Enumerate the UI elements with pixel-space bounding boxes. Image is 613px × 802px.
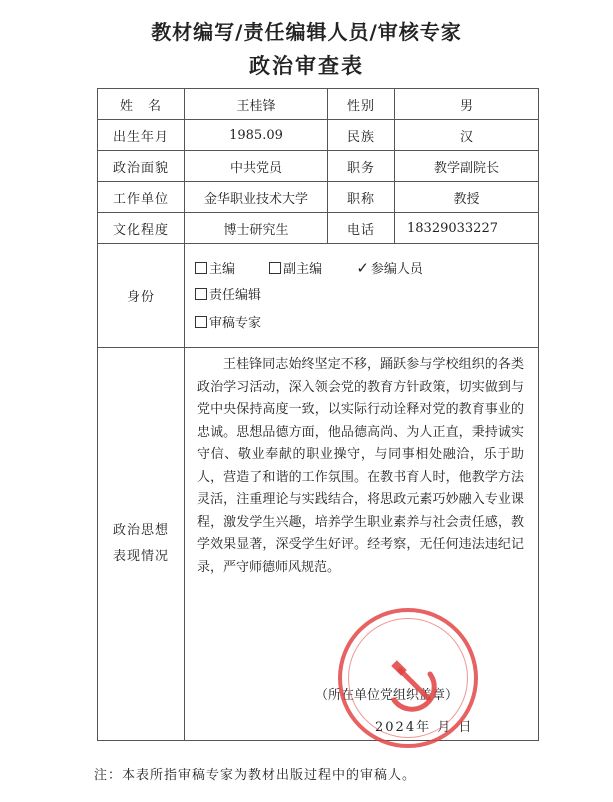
political-label: 政治面貌: [98, 151, 185, 182]
title-label: 职称: [328, 182, 395, 213]
identity-line-2: [185, 282, 538, 310]
checkmark-icon: ✓: [356, 258, 369, 277]
education-label: 文化程度: [98, 213, 185, 244]
identity-line-3: [185, 310, 538, 338]
name-row: [98, 89, 539, 120]
form-subtitle: 政治审查表: [249, 53, 364, 78]
option-label: 副主编: [283, 261, 323, 277]
gender-value: 男: [395, 89, 539, 120]
checkbox-icon: [269, 262, 281, 274]
hammer-sickle-icon: [342, 612, 482, 752]
position-value: 教学副院长: [395, 151, 539, 182]
birth-value: 1985.09: [185, 120, 328, 151]
option-chief-editor[interactable]: [195, 262, 235, 277]
ethnicity-label: 民族: [328, 120, 395, 151]
political-row: [98, 151, 539, 182]
identity-label: 身份: [98, 244, 185, 348]
checkbox-icon: [195, 262, 207, 274]
political-section-label-line1: 政治思想: [112, 523, 169, 538]
education-row: [98, 213, 539, 244]
position-label: 职务: [328, 151, 395, 182]
birth-row: [98, 120, 539, 151]
name-value: 王桂锋: [185, 89, 328, 120]
form-title: 教材编写/责任编辑人员/审核专家: [151, 20, 462, 44]
education-value: 博士研究生: [185, 213, 328, 244]
political-section-label: [98, 348, 185, 741]
birth-label: 出生年月: [98, 120, 185, 151]
option-responsible-editor[interactable]: [195, 288, 261, 303]
footnote: 注：本表所指审稿专家为教材出版过程中的审稿人。: [94, 768, 417, 783]
identity-line-1: [185, 254, 538, 282]
option-contributor[interactable]: [356, 258, 423, 277]
option-label: 审稿专家: [209, 315, 262, 331]
option-label: 参编人员: [370, 261, 423, 277]
political-evaluation-text: 王桂锋同志始终坚定不移，踊跃参与学校组织的各类政治学习活动，深入领会党的教育方针政策，切实做到与党中央保持高度一致，以实际行动诠释对党的教育事业的忠诚。思想品德方面，他品德高尚、为人正直，秉持诚实守信、敬业奉献的职业操守，与同事相处融洽，乐于助人，营造了和谐的工作氛围。在教书育人时，他教学方法灵活，注重理论与实践结合，将思政元素巧妙融入专业课程，激发学生兴趣，培养学生职业素养与社会责任感，教学效果显著，深受学生好评。经考察，无任何违法违纪记录，严守师德师风规范。: [197, 357, 524, 575]
gender-label: 性别: [328, 89, 395, 120]
political-section-label-line2: 表现情况: [112, 549, 169, 564]
phone-value: 18329033227: [395, 213, 539, 244]
party-seal-caption: （所在单位党组织盖章）: [315, 688, 459, 703]
employer-row: [98, 182, 539, 213]
identity-options: [185, 244, 539, 348]
title-value: 教授: [395, 182, 539, 213]
option-label: 责任编辑: [209, 287, 262, 303]
employer-value: 金华职业技术大学: [185, 182, 328, 213]
checkbox-icon: [195, 316, 207, 328]
seal-date: 2024年 月 日: [375, 720, 474, 735]
name-label: 姓 名: [98, 89, 185, 120]
option-deputy-editor[interactable]: [269, 262, 322, 277]
employer-label: 工作单位: [98, 182, 185, 213]
option-label: 主编: [209, 261, 236, 277]
checkbox-icon: [195, 288, 207, 300]
identity-row: [98, 244, 539, 348]
ethnicity-value: 汉: [395, 120, 539, 151]
political-value: 中共党员: [185, 151, 328, 182]
option-review-expert[interactable]: [195, 316, 261, 331]
phone-label: 电话: [328, 213, 395, 244]
party-seal-stamp: [338, 608, 478, 748]
